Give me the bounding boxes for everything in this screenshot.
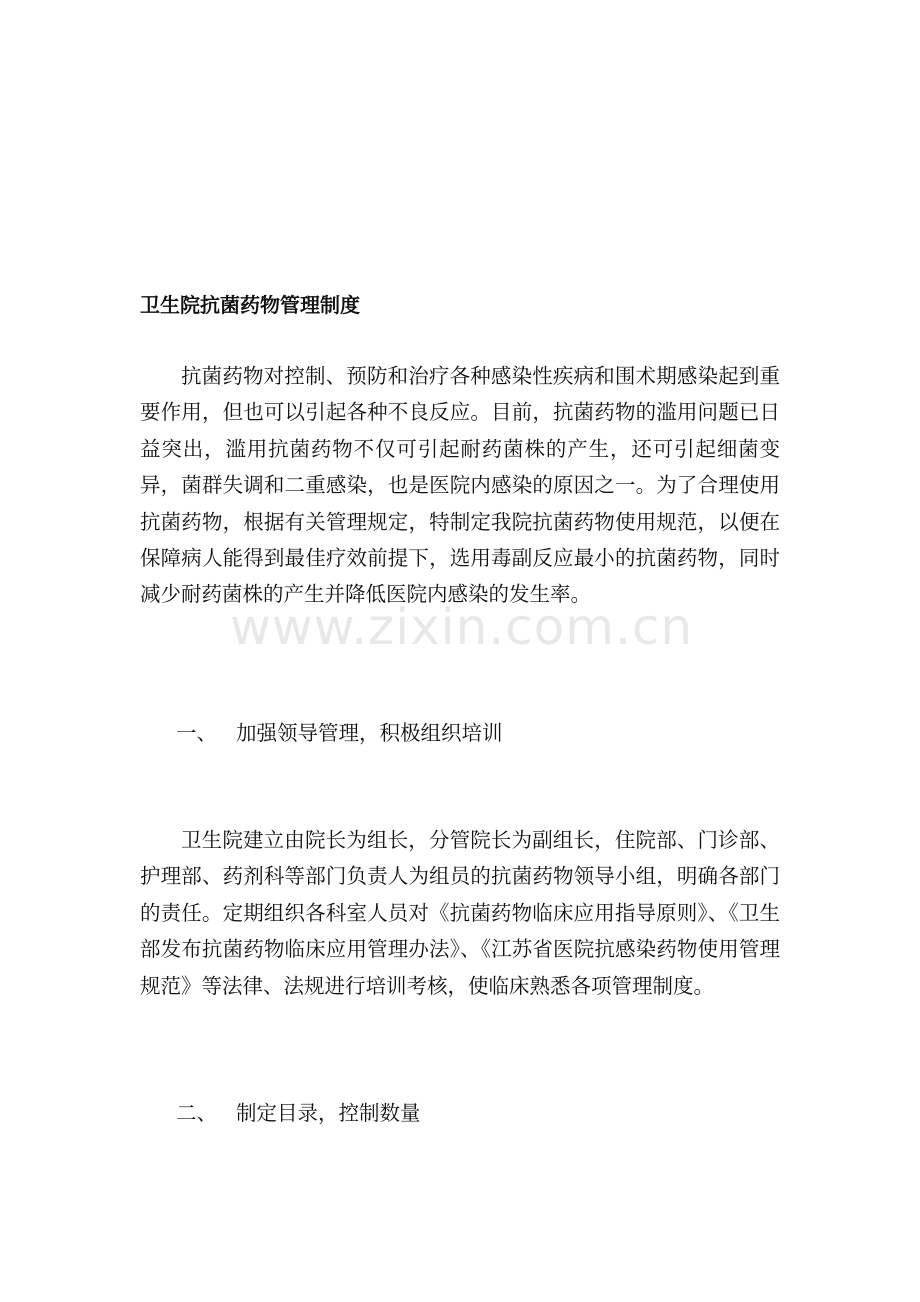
section-heading-text: 制定目录，控制数量 bbox=[236, 1101, 421, 1125]
section-heading-text: 加强领导管理，积极组织培训 bbox=[236, 721, 503, 745]
watermark: www.zixin.com.cn bbox=[230, 598, 694, 656]
section-number: 一、 bbox=[176, 721, 217, 745]
section-body-1: 卫生院建立由院长为组长，分管院长为副组长，住院部、门诊部、护理部、药剂科等部门负责人为组员的抗菌药物领导小组，明确各部门的责任。定期组织各科室人员对《抗菌药物临床应用指导原则》、《卫生部发布抗菌药物临床应用管理办法》、《江苏省医院抗感染药物使用管理规范》等法律、法规进行培训考核，使临床熟悉各项管理制度。 bbox=[140, 828, 780, 998]
intro-paragraph: 抗菌药物对控制、预防和治疗各种感染性疾病和围术期感染起到重要作用，但也可以引起各种不良反应。目前，抗菌药物的滥用问题已日益突出，滥用抗菌药物不仅可引起耐药菌株的产生，还可引起细菌变异，菌群失调和二重感染，也是医院内感染的原因之一。为了合理使用抗菌药物，根据有关管理规定，特制定我院抗菌药物使用规范，以便在保障病人能得到最佳疗效前提下，选用毒副反应最小的抗菌药物，同时减少耐药菌株的产生并降低医院内感染的发生率。 bbox=[140, 364, 780, 607]
section-heading-2 bbox=[176, 1098, 421, 1128]
section-heading-1 bbox=[176, 718, 503, 748]
section-number: 二、 bbox=[176, 1101, 217, 1125]
document-title: 卫生院抗菌药物管理制度 bbox=[140, 293, 360, 317]
